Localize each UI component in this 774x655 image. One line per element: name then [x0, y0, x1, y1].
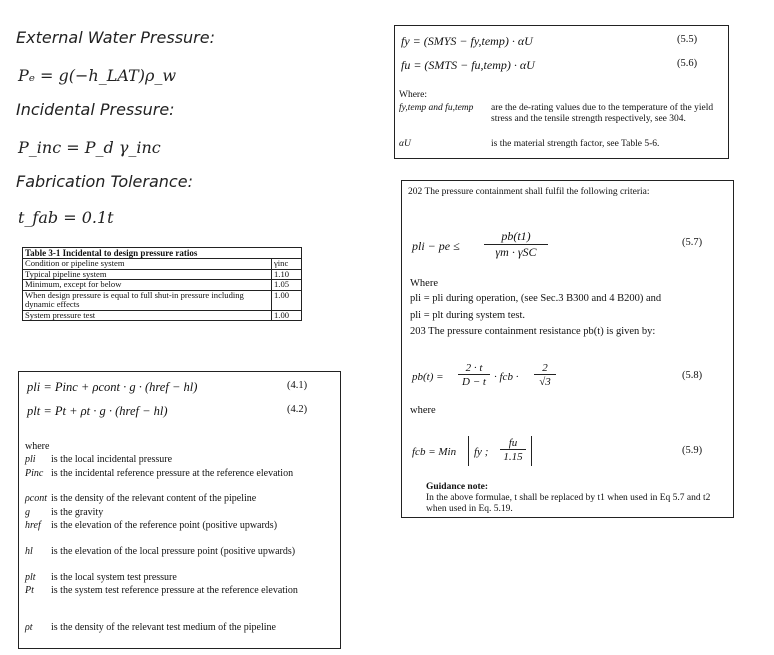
equation-5-7-lhs: pli − pe ≤ [412, 239, 460, 253]
table-cell-condition: Minimum, except for below [23, 280, 272, 291]
definition-text: is the local incidental pressure [51, 454, 173, 465]
external-water-pressure-equation: Pₑ = g(−h_LAT)ρ_w [18, 66, 177, 85]
definition-text: is the elevation of the reference point (positive upwards) [51, 520, 278, 531]
equation-5-9-inner: fy ; [474, 446, 489, 458]
equation-5-8-frac1-top: 2 · t [458, 362, 490, 375]
equation-5-6-number: (5.6) [677, 58, 698, 69]
where-label: where [25, 441, 50, 452]
equation-5-8-frac2-top: 2 [534, 362, 556, 375]
definition-row [25, 622, 316, 633]
paragraph-203: 203 The pressure containment resistance pb(t) is given by: [410, 326, 656, 337]
equation-5-9-number: (5.9) [682, 445, 703, 456]
alpha-u-description: is the material strength factor, see Table 5-6. [491, 139, 660, 149]
derating-description: are the de-rating values due to the temperature of the yield stress and the tensile strength respectively, see 304. [491, 103, 714, 124]
table-row [23, 290, 302, 310]
table-row [23, 310, 302, 321]
external-water-pressure-label: External Water Pressure: [16, 28, 215, 47]
definition-symbol: ρt [25, 622, 33, 633]
equation-5-8-frac1-bottom: D − t [462, 376, 486, 388]
equation-4-2-number: (4.2) [287, 404, 308, 415]
definition-row [25, 546, 316, 557]
incidental-pressure-equation: P_inc = P_d γ_inc [18, 138, 161, 157]
table-cell-value: 1.00 [272, 290, 302, 310]
equation-5-5: fy = (SMYS − fy,temp) · αU [401, 34, 533, 48]
definition-text: is the density of the relevant test medium of the pipeline [51, 622, 276, 633]
alpha-u-symbol: αU [399, 139, 411, 149]
incidental-pressure-label: Incidental Pressure: [16, 100, 175, 119]
definition-row [25, 468, 316, 479]
equation-5-8-lhs: pb(t) = [412, 371, 444, 383]
equation-5-8-number: (5.8) [682, 370, 703, 381]
fabrication-tolerance-label: Fabrication Tolerance: [16, 172, 193, 191]
definition-row [25, 507, 316, 518]
definition-symbol: Pt [25, 585, 34, 596]
strength-equations-box [394, 25, 729, 159]
definition-row [25, 520, 316, 531]
equation-5-9-frac-bottom: 1.15 [503, 451, 523, 463]
definition-symbol: Pinc [25, 468, 44, 479]
pressure-containment-box [401, 180, 734, 518]
definition-symbol: pli [25, 454, 36, 465]
definition-symbol: href [25, 520, 41, 531]
table-cell-value: 1.05 [272, 280, 302, 291]
table-cell-condition: Typical pipeline system [23, 269, 272, 280]
definition-row [25, 454, 316, 465]
table-header-condition: Condition or pipeline system [23, 259, 272, 270]
equation-5-5-number: (5.5) [677, 34, 698, 45]
equation-5-9-lhs: fcb = Min [412, 446, 457, 458]
table-header-row [23, 259, 302, 270]
definition-symbol: ρcont [25, 493, 48, 504]
derating-symbol: fy,temp and fu,temp [399, 103, 474, 113]
where-operation: pli = pli during operation, (see Sec.3 B300 and 4 B200) and [410, 293, 662, 304]
definition-symbol: g [25, 507, 30, 518]
table-title: Table 3-1 Incidental to design pressure ratios [22, 247, 302, 258]
local-pressure-definitions-box [18, 371, 341, 649]
equation-4-1: pli = Pinc + ρcont · g · (href − hl) [27, 380, 198, 394]
equation-5-7-number: (5.7) [682, 237, 703, 248]
paragraph-202: 202 The pressure containment shall fulfil the following criteria: [408, 187, 650, 197]
table-cell-condition: When design pressure is equal to full shut-in pressure including dynamic effects [23, 290, 272, 310]
where-label: Where: [399, 90, 427, 100]
table-cell-value: 1.00 [272, 310, 302, 321]
where-label: Where [410, 278, 438, 289]
definition-text: is the density of the relevant content of the pipeline [51, 493, 257, 504]
definition-text: is the gravity [51, 507, 104, 518]
definition-text: is the local system test pressure [51, 572, 177, 583]
ratio-table [22, 258, 302, 321]
equation-5-7-numerator: pb(t1) [484, 229, 548, 245]
where-label: where [410, 405, 436, 416]
guidance-note-title: Guidance note: [426, 482, 489, 492]
table-cell-condition: System pressure test [23, 310, 272, 321]
equation-4-1-number: (4.1) [287, 380, 308, 391]
equation-5-8-middle: · fcb · [494, 371, 519, 383]
equation-5-6: fu = (SMTS − fu,temp) · αU [401, 58, 535, 72]
table-row [23, 269, 302, 280]
table-header-gamma: γinc [272, 259, 302, 270]
where-system-test: pli = plt during system test. [410, 310, 526, 321]
definition-text: is the incidental reference pressure at the reference elevation [51, 468, 294, 479]
definition-symbol: hl [25, 546, 33, 557]
equation-5-8-frac2-bottom: √3 [539, 376, 551, 388]
definition-text: is the system test reference pressure at the reference elevation [51, 585, 298, 596]
table-3-1 [22, 247, 302, 321]
equation-4-2: plt = Pt + ρt · g · (href − hl) [27, 404, 168, 418]
table-row [23, 280, 302, 291]
fabrication-tolerance-equation: t_fab = 0.1t [18, 208, 114, 227]
definition-row [25, 572, 316, 583]
equation-5-7-denominator: γm · γSC [495, 245, 537, 259]
table-cell-value: 1.10 [272, 269, 302, 280]
guidance-note-text: In the above formulae, t shall be replaced by t1 when used in Eq 5.7 and t2 when used in Eq. 5.19. [426, 493, 711, 514]
equation-5-9-frac-top: fu [500, 437, 526, 450]
definition-row [25, 585, 316, 596]
definition-symbol: plt [25, 572, 36, 583]
definition-row [25, 493, 316, 504]
definition-text: is the elevation of the local pressure point (positive upwards) [51, 546, 296, 557]
